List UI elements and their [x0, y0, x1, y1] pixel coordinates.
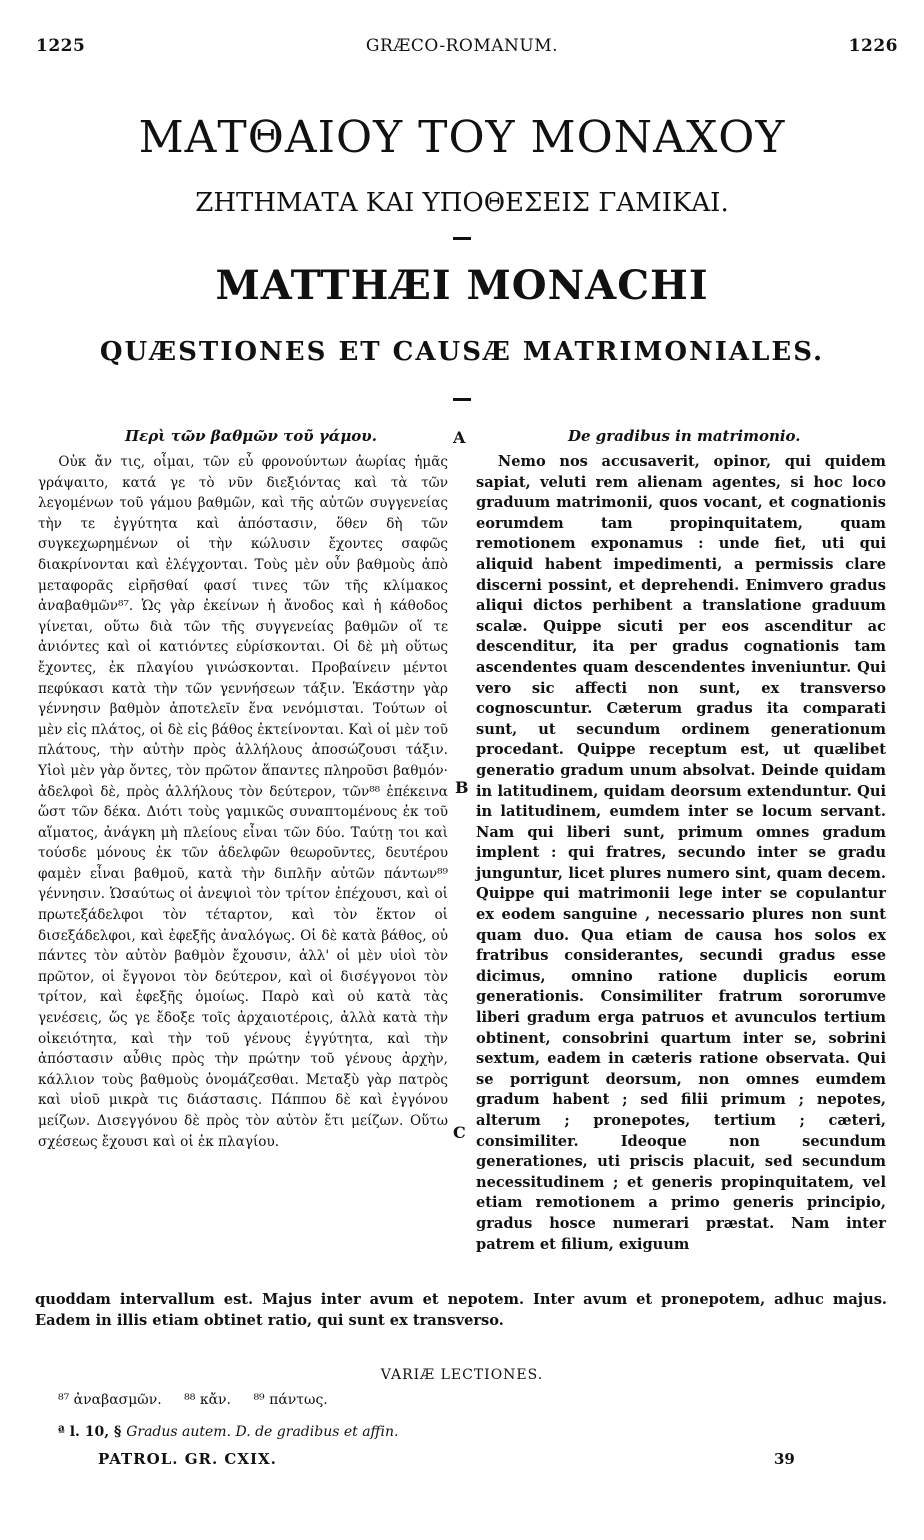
- margin-marker-a: A: [453, 428, 466, 447]
- latin-column-heading: De gradibus in matrimonio.: [568, 427, 801, 445]
- variant-readings-list: [58, 1392, 346, 1408]
- variant-readings-heading: VARIÆ LECTIONES.: [380, 1367, 544, 1383]
- greek-column: [38, 452, 448, 1152]
- variant-item: ⁸⁸ κἄν.: [184, 1392, 231, 1408]
- variant-item: ⁸⁹ πάντως.: [253, 1392, 328, 1408]
- column-number-right: 1226: [848, 36, 898, 56]
- footnote-prefix: ª l. 10, §: [58, 1424, 122, 1440]
- page-number: 39: [774, 1450, 795, 1468]
- greek-subtitle: ΖΗΤΗΜΑΤΑ ΚΑΙ ΥΠΟΘΕΣΕΙΣ ΓΑΜΙΚΑΙ.: [195, 188, 729, 218]
- greek-column-heading: Περὶ τῶν βαθμῶν τοῦ γάμου.: [125, 427, 377, 445]
- footnote-italic: Gradus autem. D. de gradibus et affin.: [126, 1424, 399, 1440]
- divider-rule: [453, 398, 471, 401]
- variant-item: ⁸⁷ ἀναβασμῶν.: [58, 1392, 162, 1408]
- latin-continuation: [35, 1290, 887, 1331]
- greek-text: Οὐκ ἄν τις, οἶμαι, τῶν εὖ φρονούντων ἀωρίας ἡμᾶς γράψαιτο, κατά γε τὸ νῦν διεξιόντας καὶ τὰ τῶν λεγομένων τοῦ γάμου βαθμῶν, καὶ τῆς αὐτῶν συγγενείας τὴν τε ἐγγύτητα καὶ ἀπόστασιν, ὅθεν δὴ τῶν συγκεχωρημένων οἱ τὴν κώλυσιν ἔχοντες σαφῶς διακρίνονται καὶ ἐλέγχονται. Τοὺς μὲν οὖν βαθμοὺς ἀπὸ μεταφορᾶς εἰρῆσθαί φασί τινες τῶν τῆς κλίμακος ἀναβαθμῶν⁸⁷. Ὡς γὰρ ἐκείνων ἡ ἄνοδος καὶ ἡ κάθοδος γίνεται, οὕτω διὰ τῶν τῆς συγγενείας βαθμῶν οἵ τε ἀνιόντες καὶ οἱ κατιόντες εὑρίσκονται. Οἱ δὲ μὴ οὕτως ἔχοντες, ἐκ πλαγίου γινώσκονται. Προβαίνειν μέντοι πεφύκασι κατὰ τὴν τῶν γεννήσεων τάξιν. Ἑκάστην γὰρ γέννησιν βαθμὸν ἀποτελεῖν ἕνα νενόμισται. Τούτων οἱ μὲν εἰς πλάτος, οἱ δὲ εἰς βάθος ἐκτείνονται. Καὶ οἱ μὲν τοῦ πλάτους, τὴν αὐτὴν πρὸς ἀλλήλους ἀποσώζουσι τάξιν. Υἱοὶ μὲν γὰρ ὄντες, τὸν πρῶτον ἅπαντες πληροῦσι βαθμόν· ἀδελφοὶ δὲ, πρὸς ἀλλήλους τὸν δεύτερον, τῶν⁸⁸ ἐπέκεινα ὥστ τῶν δέκα. Διότι τοὺς γαμικῶς συναπτομένους ἐκ τοῦ αἵματος, ἀνάγκη μὴ πλείους εἶναι τῶν δύο. Ταύτῃ τοι καὶ τούσδε μόνους ἐκ τῶν ἀδελφῶν θεωροῦντες, δευτέρου φαμὲν εἶναι βαθμοῦ, κατὰ τὴν διπλῆν αὐτῶν πάντων⁸⁹ γέννησιν. Ὡσαύτως οἱ ἀνεψιοὶ τὸν τρίτον ἐπέχουσι, καὶ οἱ πρωτεξάδελφοι τὸν τέταρτον, καὶ τὸν ἕκτον οἱ δισεξάδελφοι, καὶ ἐφεξῆς ἀναλόγως. Οἱ δὲ κατὰ βάθος, οὐ πάντες τὸν αὐτὸν βαθμὸν ἔχουσιν, ἀλλ' οἱ μὲν υἱοὶ τὸν πρῶτον, οἱ ἔγγονοι τὸν δεύτερον, καὶ οἱ δισέγγονοι τὸν τρίτον, καὶ ἐφεξῆς ὁμοίως. Παρὸ καὶ οὐ κατὰ τὰς γενέσεις, ὥς γε ἔδοξε τοῖς ἀρχαιοτέροις, ἀλλὰ κατὰ τὴν οἰκειότητα, καὶ τὴν τοῦ γένους ἐγγύτητα, καὶ τὴν ἀπόστασιν αὖθις πρὸς τὴν πρώτην τοῦ γένους ἀρχὴν, κάλλιον τοὺς βαθμοὺς ὀνομάζεσθαι. Μεταξὺ γὰρ πατρὸς καὶ υἱοῦ μικρὰ τις διάστασις. Πάππου δὲ καὶ ἐγγόνου μείζων. Δισεγγόνου δὲ πρὸς τὸν αὐτὸν ἔτι μείζων. Οὕτω σχέσεως ἔχουσι καὶ οἱ ἐκ πλαγίου.: [38, 454, 448, 1150]
- latin-subtitle: QUÆSTIONES ET CAUSÆ MATRIMONIALES.: [99, 337, 825, 367]
- running-title: GRÆCO-ROMANUM.: [365, 36, 559, 56]
- margin-marker-b: B: [455, 778, 469, 797]
- greek-title: ΜΑΤΘΑΙΟΥ ΤΟΥ ΜΟΝΑΧΟΥ: [138, 112, 786, 163]
- latin-text: Nemo nos accusaverit, opinor, qui quidem sapiat, veluti rem alienam agentes, si hoc loco graduum matrimonii, quos vocant, et cognationis eorumdem tam propinquitatem, quam remotionem exponamus : unde fiet, uti qui aliquid habent impedimenti, a permissis clare discerni possint, et deprehendi. Enimvero gradus aliqui dictos perhibent a translatione graduum scalæ. Quippe sicuti per eos ascenditur ac descenditur, ita per gradus cognationis tam ascendentes quam descendentes inveniuntur. Qui vero sic affecti non sunt, ex transverso cognoscuntur. Cæterum gradus ita comparati sunt, ut secundum ordinem generationum procedant. Quippe receptum est, ut quælibet generatio gradum unum absolvat. Deinde quidam in latitudinem, quidam deorsum extenduntur. Qui in latitudinem, eumdem inter se locum servant. Nam qui liberi sunt, primum omnes gradum implent : qui fratres, secundo inter se gradu junguntur, licet plures numero sint, quam decem. Quippe qui matrimonii lege inter se copulantur ex eodem sanguine , necessario plures non sunt quam duo. Qua etiam de causa hos solos ex fratribus considerantes, secundi gradus esse dicimus, omnino ratione duplicis eorum generationis. Consimiliter fratrum sororumve liberi gradum erga patruos et avunculos tertium obtinent, consobrini quartum inter se, sobrini sextum, eadem in cæteris ratione observata. Qui se porrigunt deorsum, non omnes eumdem gradum habent ; sed filii primum ; nepotes, alterum ; pronepotes, tertium ; cæteri, consimiliter. Ideoque non secundum generationes, uti priscis placuit, sed secundum necessitudinem ; et generis propinquitatem, vel etiam remotionem a primo generis principio, gradus hosce numerari præstat. Nam inter patrem et filium, exiguum: [476, 453, 886, 1253]
- latin-title: MATTHÆI MONACHI: [215, 262, 709, 309]
- footnote: [58, 1424, 398, 1440]
- margin-marker-c: C: [453, 1123, 466, 1142]
- latin-tail-text: quoddam intervallum est. Majus inter avum et nepotem. Inter avum et pronepotem, adhuc majus. Eadem in illis etiam obtinet ratio, qui sunt ex transverso.: [35, 1291, 887, 1329]
- column-number-left: 1225: [36, 36, 86, 56]
- collection-signature: PATROL. GR. CXIX.: [98, 1450, 277, 1468]
- latin-column: [476, 452, 886, 1255]
- divider-rule: [453, 237, 471, 240]
